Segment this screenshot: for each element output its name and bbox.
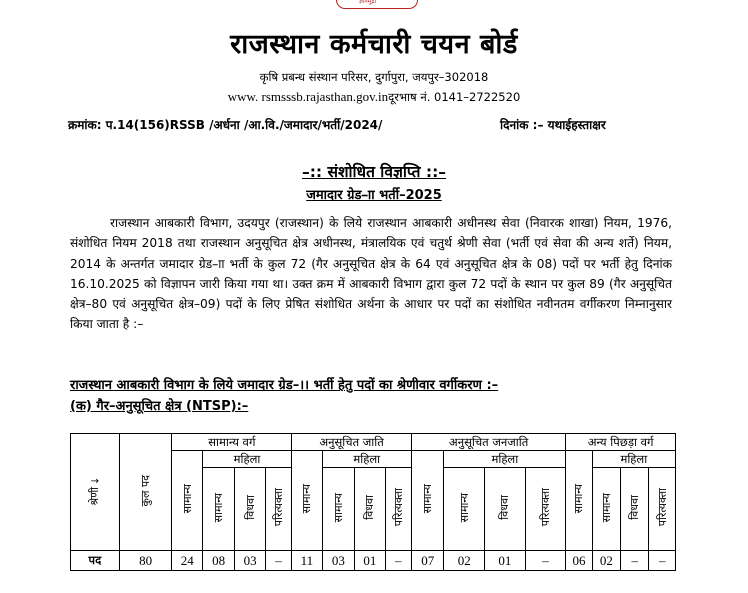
col-obc-divorcee: परित्यक्ता <box>649 468 676 551</box>
women-sc: महिला <box>322 451 411 468</box>
phone-number: दूरभाष नं. 0141–2722520 <box>388 90 521 104</box>
col-obc-widow: विधवा <box>621 468 649 551</box>
cell-st-widow: 01 <box>485 551 526 571</box>
cell-st-divorcee: – <box>525 551 566 571</box>
board-title: राजस्थान कर्मचारी चयन बोर्ड <box>230 29 518 60</box>
reference-number: क्रमांक: प.14(156)RSSB /अर्धना /आ.वि./जमादार/भर्ती/2024/ <box>68 118 383 132</box>
col-st-widow: विधवा <box>485 468 526 551</box>
body-paragraph: राजस्थान आबकारी विभाग, उदयपुर (राजस्थान) के लिये राजस्थान आबकारी अधीनस्थ सेवा (निवारक शाखा) नियम, 1976, संशोधित नियम 2018 तथा राजस्थान अनुसूचित क्षेत्र अधीनस्थ, मंत्रालयिक एवं चतुर्थ श्रेणी सेवा (भर्ती एवं सेवा की अन्य शर्ते) नियम, 2014 के अन्तर्गत जमादार ग्रेड–ाा भर्ती के कुल 72 (गैर अनुसूचित क्षेत्र के 64 एवं अनुसूचित क्षेत्र के 08) पदों पर भर्ती हेतु दिनांक 16.10.2025 को विज्ञापन जारी किया गया था। उक्त क्रम में आबकारी विभाग द्वारा कुल 72 पदों के स्थान पर कुल 89 (गैर अनुसूचित क्षेत्र–80 एवं अनुसूचित क्षेत्र–09) पदों के लिए प्रेषित संशोधित अर्थना के आधार पर पदों का संशोधित नवीनतम वर्गीकरण निम्नानुसार किया जाता है :– <box>70 216 672 332</box>
col-general-widow: विधवा <box>235 468 265 551</box>
cell-sc-widow: 01 <box>355 551 385 571</box>
women-st: महिला <box>444 451 566 468</box>
category-table <box>70 433 676 571</box>
col-sc-general: सामान्य <box>292 451 322 551</box>
women-general: महिला <box>202 451 291 468</box>
col-general-divorcee: परित्यक्ता <box>265 468 291 551</box>
board-contact <box>0 89 748 105</box>
cell-general-divorcee: – <box>265 551 291 571</box>
cell-general-widow: 03 <box>235 551 265 571</box>
website-link[interactable]: www. rsmsssb.rajasthan.gov.in <box>227 89 389 104</box>
col-general-general: सामान्य <box>172 451 202 551</box>
col-general-women-general: सामान्य <box>202 468 234 551</box>
subsection-heading: (क) गैर–अनुसूचित क्षेत्र (NTSP):– <box>70 399 249 414</box>
cell-obc-widow: – <box>621 551 649 571</box>
col-st-divorcee: परित्यक्ता <box>525 468 566 551</box>
row-label: पद <box>71 551 120 571</box>
stamp-arc: ज्ञानमुद्रा <box>336 0 418 9</box>
total-value: 80 <box>119 551 172 571</box>
col-obc-women-general: सामान्य <box>592 468 620 551</box>
board-address: कृषि प्रबन्ध संस्थान परिसर, दुर्गापुरा, जयपुर–302018 <box>259 70 489 84</box>
arrow-icon: → <box>90 475 100 487</box>
col-sc-widow: विधवा <box>355 468 385 551</box>
cell-general-general: 24 <box>172 551 202 571</box>
cell-st-general: 07 <box>411 551 443 571</box>
category-header-cell <box>71 434 120 551</box>
col-st-women-general: सामान्य <box>444 468 485 551</box>
notice-subtitle: जमादार ग्रेड–ाा भर्ती–2025 <box>306 188 442 203</box>
group-general: सामान्य वर्ग <box>172 434 292 451</box>
women-obc: महिला <box>592 451 675 468</box>
reference-date: दिनांक :– यथाईहस्ताक्षर <box>500 118 606 132</box>
col-st-general: सामान्य <box>411 451 443 551</box>
category-label: श्रेणी <box>88 486 102 506</box>
cell-sc-divorcee: – <box>385 551 411 571</box>
cell-obc-divorcee: – <box>649 551 676 571</box>
table-row <box>71 551 676 571</box>
total-label: कुल पद <box>139 474 153 507</box>
cell-obc-general: 06 <box>566 551 592 571</box>
group-obc: अन्य पिछड़ा वर्ग <box>566 434 676 451</box>
col-sc-women-general: सामान्य <box>322 468 354 551</box>
cell-obc-women: 02 <box>592 551 620 571</box>
cell-st-women: 02 <box>444 551 485 571</box>
col-obc-general: सामान्य <box>566 451 592 551</box>
group-sc: अनुसूचित जाति <box>292 434 412 451</box>
section-heading: राजस्थान आबकारी विभाग के लिये जमादार ग्रेड–।। भर्ती हेतु पदों का श्रेणीवार वर्गीकरण :– <box>70 378 499 393</box>
col-sc-divorcee: परित्यक्ता <box>385 468 411 551</box>
total-header-cell <box>119 434 172 551</box>
notice-title: –:: संशोधित विज्ञप्ति ::– <box>301 163 447 181</box>
group-st: अनुसूचित जनजाति <box>411 434 565 451</box>
cell-sc-women: 03 <box>322 551 354 571</box>
cell-sc-general: 11 <box>292 551 322 571</box>
cell-general-women: 08 <box>202 551 234 571</box>
